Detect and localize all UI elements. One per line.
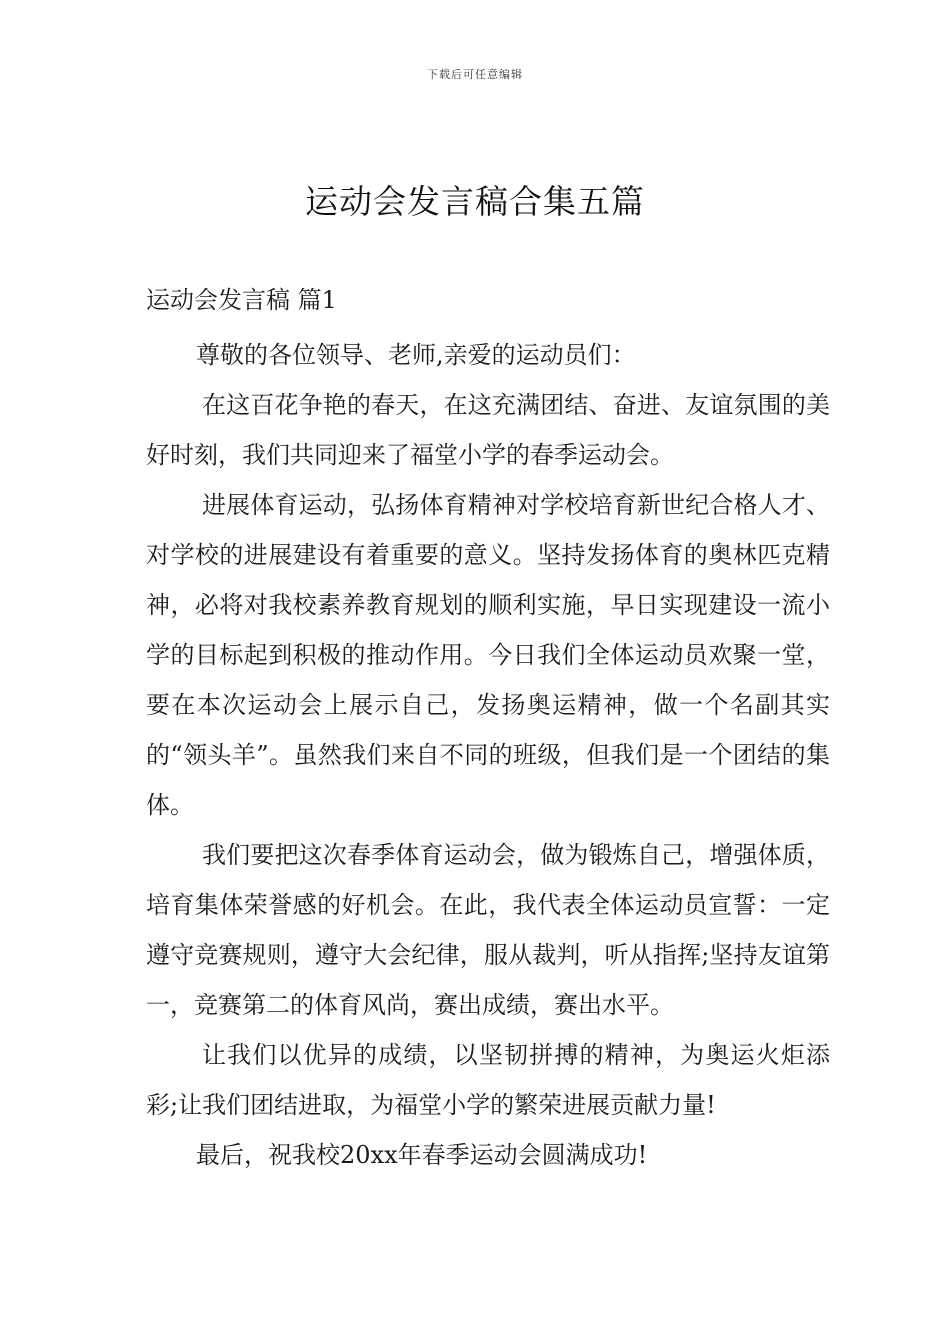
closing-line: 最后，祝我校20xx年春季运动会圆满成功! xyxy=(196,1141,648,1169)
salutation: 尊敬的各位领导、老师,亲爱的运动员们： xyxy=(196,341,636,369)
paragraph-3: 我们要把这次春季体育运动会，做为锻炼自己，增强体质，培育集体荣誉感的好机会。在此，我代表全体运动员宣誓：一定遵守竞赛规则，遵守大会纪律，服从裁判，听从指挥;坚持友谊第一，竞赛第二的体育风尚，赛出成绩，赛出水平。 xyxy=(146,841,830,1019)
document-body xyxy=(146,280,830,1180)
document-title: 运动会发言稿合集五篇 xyxy=(305,182,645,221)
paragraph-2: 进展体育运动，弘扬体育精神对学校培育新世纪合格人才、对学校的进展建设有着重要的意义。坚持发扬体育的奥林匹克精神，必将对我校素养教育规划的顺利实施，早日实现建设一流小学的目标起到积极的推动作用。今日我们全体运动员欢聚一堂，要在本次运动会上展示自己，发扬奥运精神，做一个名副其实的“领头羊”。虽然我们来自不同的班级，但我们是一个团结的集体。 xyxy=(146,491,830,819)
section-heading: 运动会发言稿 篇1 xyxy=(146,286,337,314)
header-note: 下载后可任意编辑 xyxy=(427,68,523,81)
paragraph-1: 在这百花争艳的春天，在这充满团结、奋进、友谊氛围的美好时刻，我们共同迎来了福堂小学的春季运动会。 xyxy=(146,391,830,469)
paragraph-4: 让我们以优异的成绩，以坚韧拼搏的精神，为奥运火炬添彩;让我们团结进取，为福堂小学的繁荣进展贡献力量! xyxy=(146,1041,830,1119)
